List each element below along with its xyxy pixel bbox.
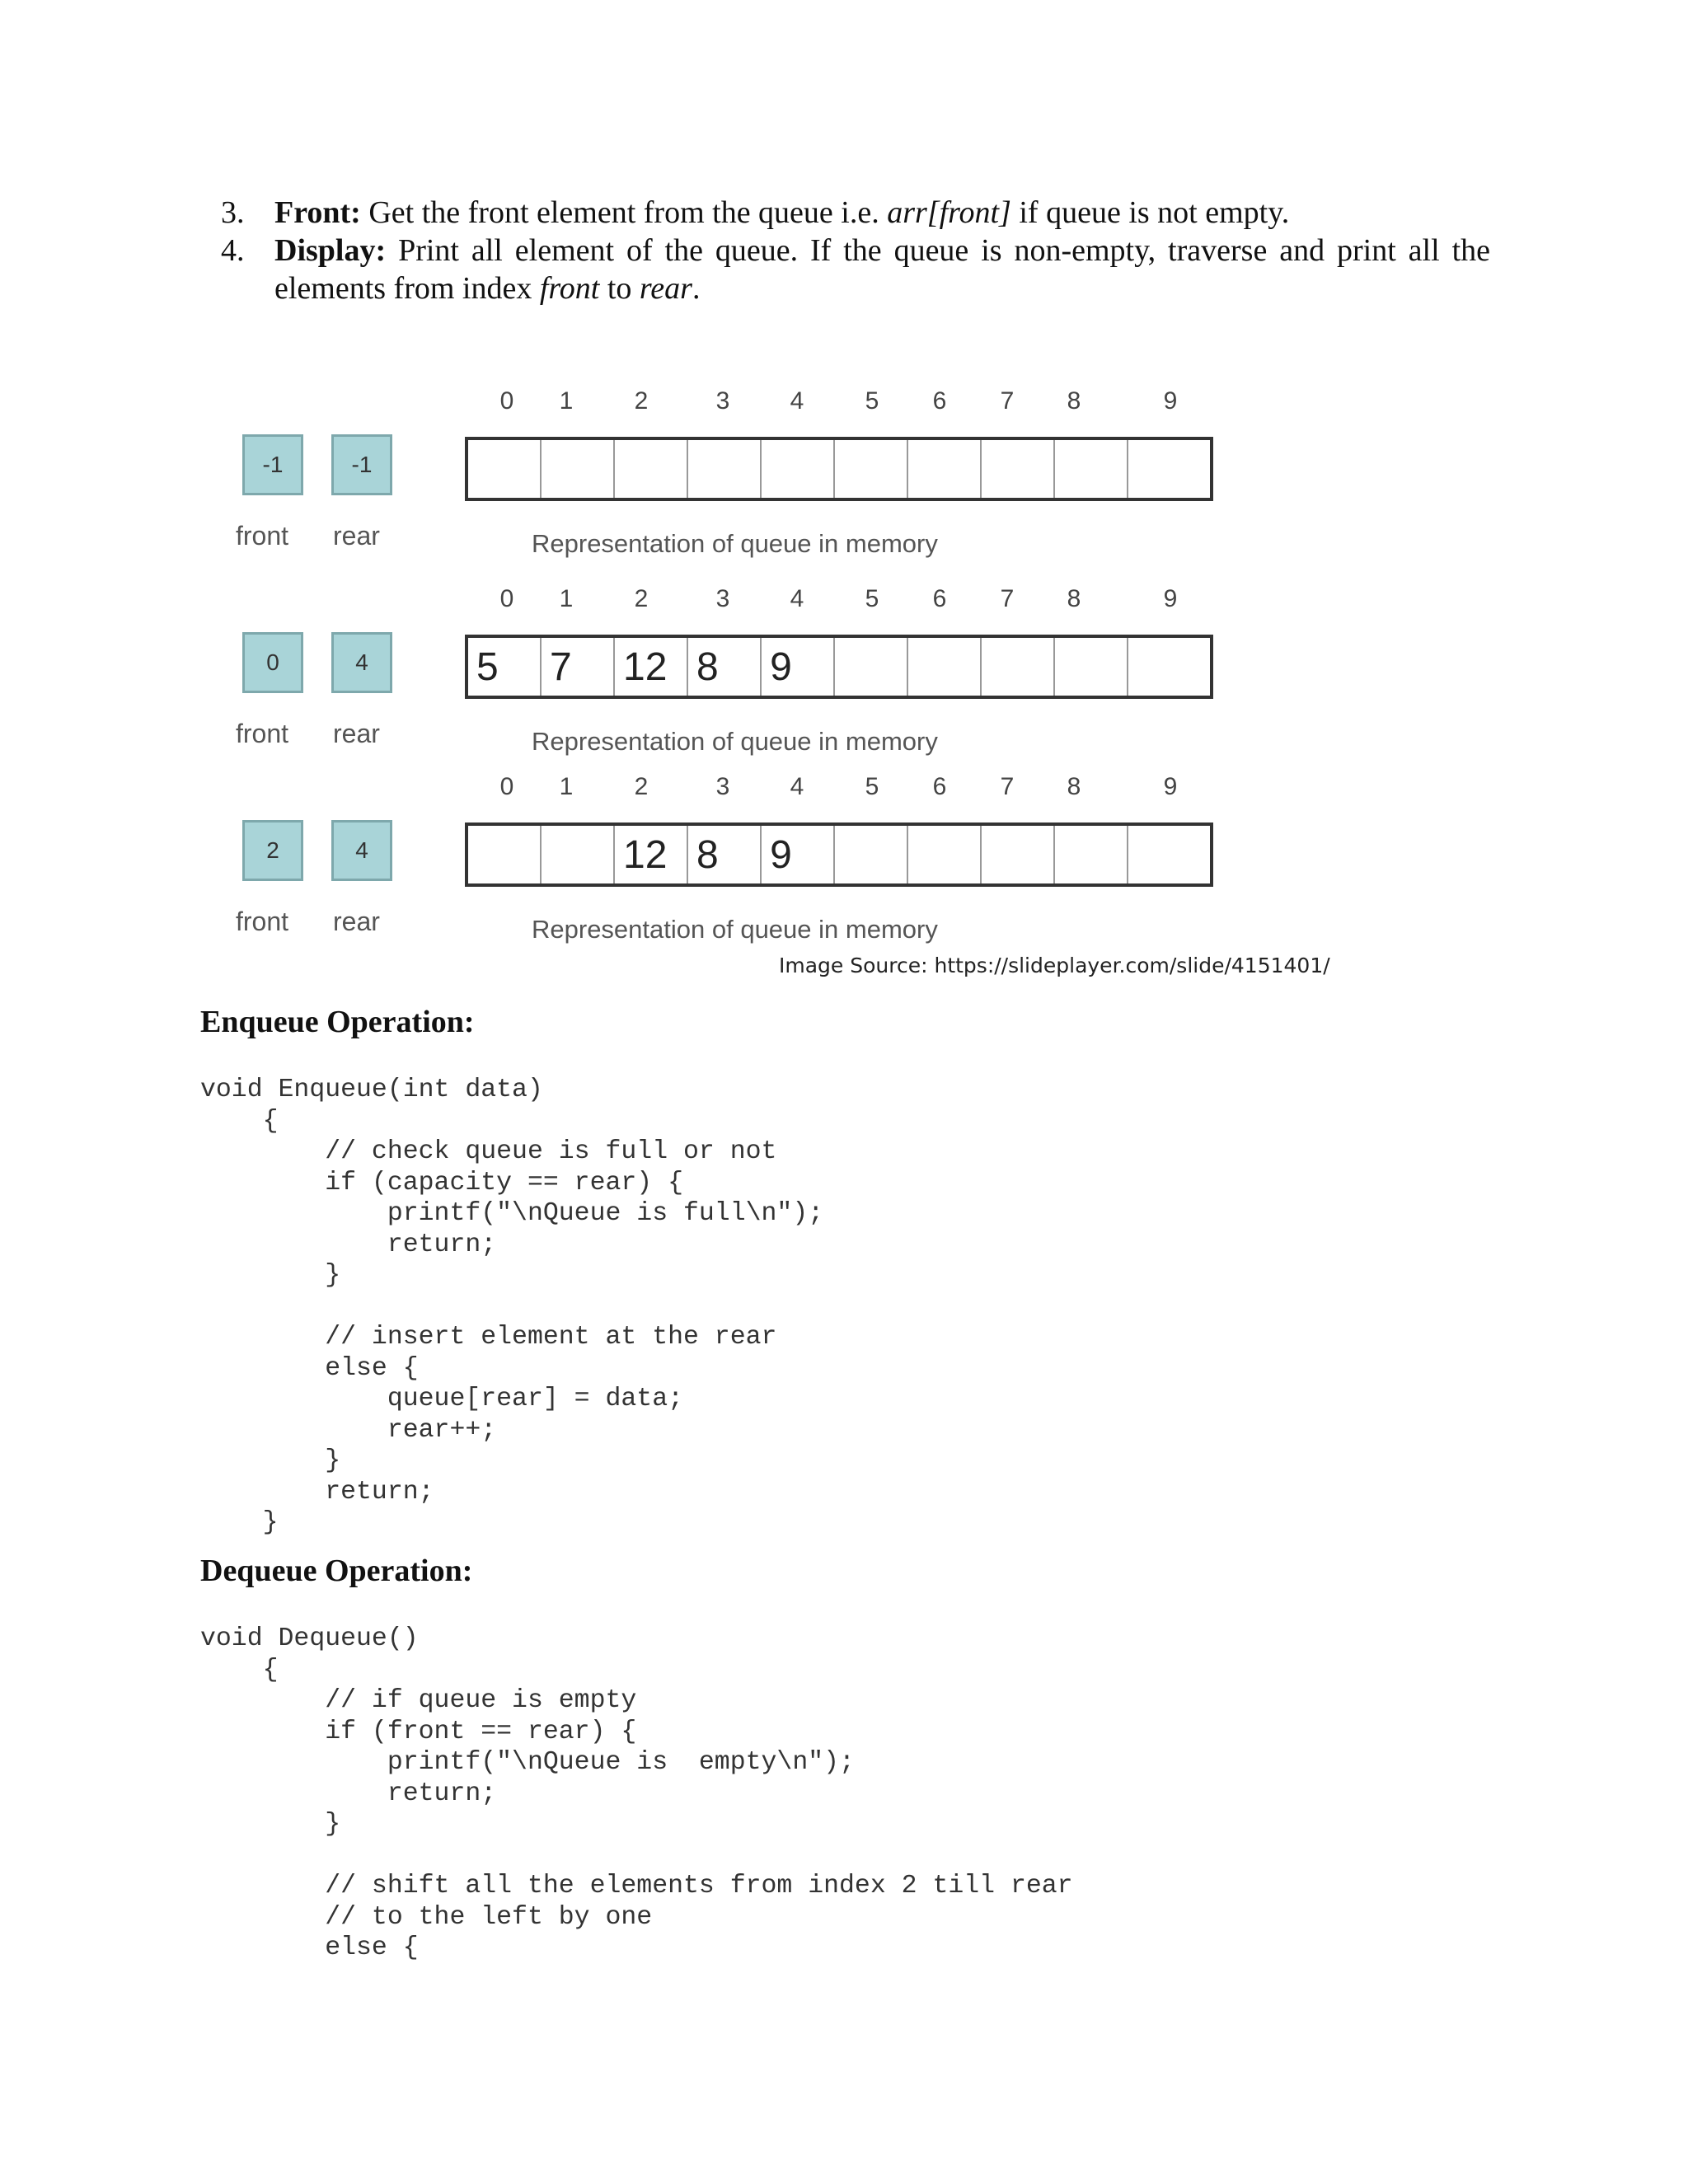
front-label: front [236,719,289,748]
array-index: 5 [865,585,879,612]
array-index: 1 [559,585,574,612]
queue-cell [1128,440,1210,498]
term-front: Front: [274,195,361,230]
rear-label: rear [333,907,380,936]
array-index: 4 [790,773,804,800]
enqueue-code-block: void Enqueue(int data) { // check queue is full or not if (capacity == rear) { printf("\nQueue is full\n"); return; } // insert element at the rear else { queue[rear] = data; rear++; } return; } [200,1076,824,1537]
array-index: 6 [932,585,947,612]
queue-cell [615,440,688,498]
queue-cell: 8 [688,638,762,696]
queue-cell: 8 [688,826,762,883]
rear-label: rear [333,719,380,748]
array-index: 5 [865,387,879,415]
rear-pointer-box: 4 [331,632,392,693]
list-item-display: 4. Display: Print all element of the queue. If the queue is non-empty, traverse and print all the elements from index front to rear. [221,233,1490,306]
array-index: 4 [790,387,804,415]
array-index: 2 [634,773,649,800]
array-index: 1 [559,387,574,415]
list-item-front: 3. Front: Get the front element from the queue i.e. arr[front] if queue is not empty. [221,195,1290,230]
queue-cell [908,638,982,696]
front-pointer-box: -1 [242,434,303,495]
queue-diagram [223,387,1286,981]
rear-label: rear [333,521,380,551]
queue-cell [982,440,1055,498]
array-index: 2 [634,387,649,415]
array-index: 3 [715,773,730,800]
queue-cell [835,826,908,883]
queue-cell [1055,440,1128,498]
operations-list [221,194,1490,307]
front-pointer-box: 2 [242,820,303,881]
queue-cell: 12 [615,826,688,883]
queue-state-row [223,585,1286,775]
array-index: 7 [1000,773,1015,800]
queue-cell: 12 [615,638,688,696]
front-label: front [236,907,289,936]
queue-state-row [223,387,1286,577]
array-index: 0 [499,773,514,800]
queue-cell: 5 [468,638,542,696]
queue-cell [468,826,542,883]
array-index: 9 [1163,773,1178,800]
array-index: 6 [932,387,947,415]
queue-array [465,823,1213,887]
diagram-caption: Representation of queue in memory [532,529,938,558]
queue-cell [835,440,908,498]
array-index: 3 [715,387,730,415]
array-index: 9 [1163,585,1178,612]
array-index: 7 [1000,585,1015,612]
array-index: 0 [499,387,514,415]
queue-array [465,635,1213,699]
queue-cell [908,440,982,498]
enqueue-heading: Enqueue Operation: [200,1005,475,1039]
list-number: 3. [221,195,245,230]
array-index: 9 [1163,387,1178,415]
image-source: Image Source: https://slideplayer.com/slide/4151401/ [779,954,1330,977]
diagram-caption: Representation of queue in memory [532,727,938,756]
array-index: 4 [790,585,804,612]
queue-cell [835,638,908,696]
array-index: 8 [1067,773,1081,800]
index-row [223,387,1286,420]
array-index: 6 [932,773,947,800]
queue-cell [688,440,762,498]
list-number: 4. [221,233,245,268]
rear-pointer-box: 4 [331,820,392,881]
queue-state-row [223,773,1286,963]
diagram-caption: Representation of queue in memory [532,915,938,944]
array-index: 5 [865,773,879,800]
rear-pointer-box: -1 [331,434,392,495]
array-index: 0 [499,585,514,612]
queue-cell [542,826,615,883]
queue-cell: 7 [542,638,615,696]
queue-cell [982,826,1055,883]
front-pointer-box: 0 [242,632,303,693]
queue-cell [762,440,835,498]
queue-cell [908,826,982,883]
queue-cell [1055,638,1128,696]
queue-cell [542,440,615,498]
dequeue-heading: Dequeue Operation: [200,1554,473,1588]
queue-cell [1128,638,1210,696]
term-display: Display: [274,233,387,268]
array-index: 2 [634,585,649,612]
index-row [223,773,1286,806]
index-row [223,585,1286,618]
array-index: 7 [1000,387,1015,415]
queue-cell [1128,826,1210,883]
queue-cell: 9 [762,826,835,883]
queue-cell [982,638,1055,696]
queue-cell [1055,826,1128,883]
array-index: 8 [1067,387,1081,415]
queue-cell [468,440,542,498]
array-index: 1 [559,773,574,800]
queue-array [465,437,1213,501]
queue-cell: 9 [762,638,835,696]
array-index: 8 [1067,585,1081,612]
front-label: front [236,521,289,551]
dequeue-code-block: void Dequeue() { // if queue is empty if (front == rear) { printf("\nQueue is empty\n"); return; } // shift all the elements from index 2 till rear // to the left by one else { [200,1624,1073,1962]
array-index: 3 [715,585,730,612]
